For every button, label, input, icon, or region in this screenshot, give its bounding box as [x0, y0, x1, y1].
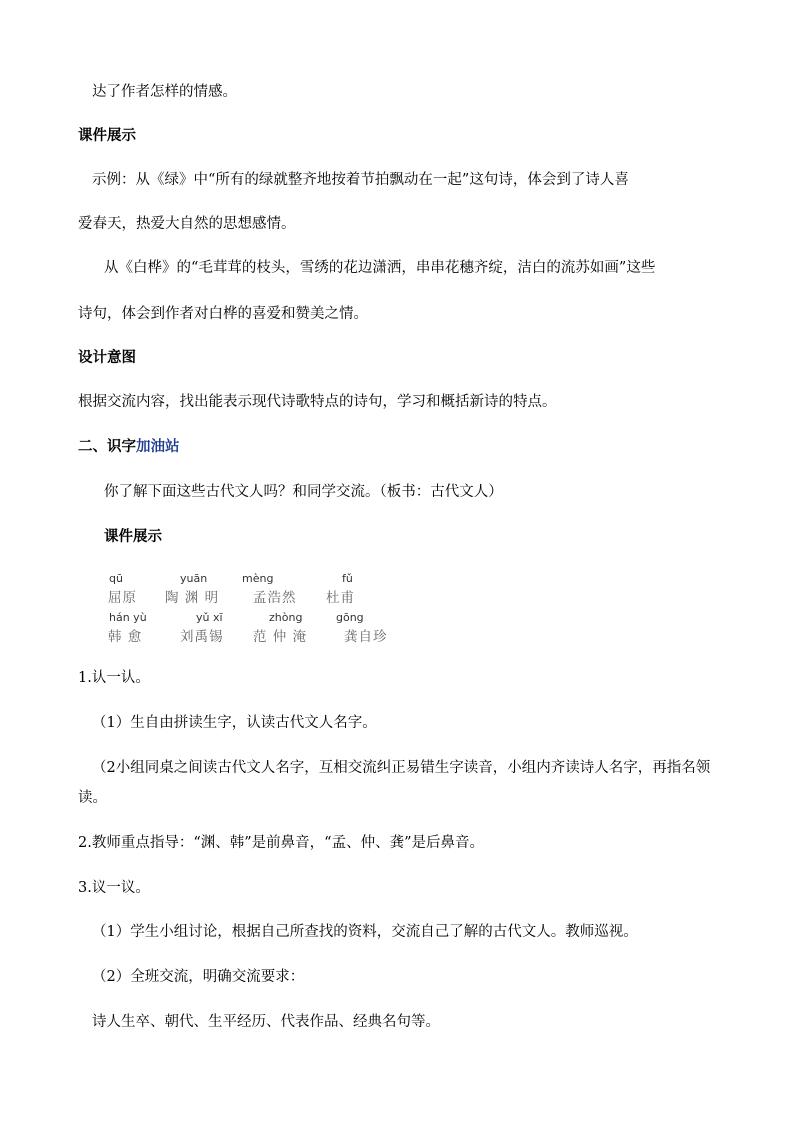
list-item: （1）学生小组讨论，根据自己所查找的资料，交流自己了解的古代文人。教师巡视。	[92, 924, 638, 940]
pinyin-annotation: mèng	[242, 572, 274, 585]
list-item: （2小组同桌之间读古代文人名字，互相交流纠正易错生字读音，小组内齐读诗人名字，再指名领	[92, 760, 711, 776]
pinyin-annotation: hán yù	[109, 611, 147, 624]
paragraph-text: 诗句，体会到作者对白桦的喜爱和赞美之情。	[78, 306, 368, 322]
paragraph-text: 你了解下面这些古代文人吗？和同学交流。（板书：古代文人）	[104, 484, 503, 500]
pinyin-annotation: zhòng	[269, 611, 303, 624]
list-item: （1）生自由拼读生字，认读古代文人名字。	[92, 715, 377, 731]
pinyin-annotation: fǔ	[342, 572, 353, 585]
paragraph-text: 示例：从《绿》中“所有的绿就整齐地按着节拍飘动在一起”这句诗，体会到了诗人喜	[92, 172, 629, 188]
list-item: （2）全班交流，明确交流要求：	[92, 969, 305, 985]
list-item: 2.教师重点指导：“渊、韩”是前鼻音，“孟、仲、龚”是后鼻音。	[78, 835, 484, 851]
section-label: 课件展示	[78, 127, 136, 144]
pinyin-annotation: yuān	[180, 572, 208, 585]
paragraph-text: 根据交流内容，找出能表示现代诗歌特点的诗句，学习和概括新诗的特点。	[78, 394, 557, 410]
poet-name: 陶 渊 明	[165, 590, 220, 606]
poet-name: 范 仲 淹	[253, 629, 308, 645]
paragraph-text: 爱春天，热爱大自然的思想感情。	[78, 216, 296, 232]
paragraph-text: 达了作者怎样的情感。	[92, 84, 237, 100]
poet-name: 刘禹锡	[180, 629, 224, 645]
section-heading-number: 二、识字	[78, 438, 136, 455]
paragraph-text: 诗人生卒、朝代、生平经历、代表作品、经典名句等。	[92, 1014, 440, 1030]
section-heading-title: 加油站	[136, 438, 180, 455]
pinyin-annotation: yǔ xī	[196, 611, 223, 624]
section-label: 设计意图	[78, 349, 136, 366]
list-item: 3.议一议。	[78, 880, 150, 896]
paragraph-text: 读。	[78, 790, 107, 806]
section-label: 课件展示	[104, 528, 162, 545]
section-heading	[78, 437, 180, 457]
poet-name: 韩 愈	[108, 629, 143, 645]
paragraph-text: 从《白桦》的“毛茸茸的枝头，雪绣的花边潇洒，串串花穗齐绽，洁白的流苏如画”这些	[104, 260, 656, 276]
pinyin-annotation: qū	[109, 572, 123, 585]
list-item: 1.认一认。	[78, 670, 150, 686]
poet-name: 杜甫	[326, 590, 355, 606]
poet-name: 龚自珍	[344, 629, 388, 645]
poet-name: 屈原	[108, 590, 137, 606]
pinyin-annotation: gōng	[336, 611, 364, 624]
poet-name: 孟浩然	[253, 590, 297, 606]
